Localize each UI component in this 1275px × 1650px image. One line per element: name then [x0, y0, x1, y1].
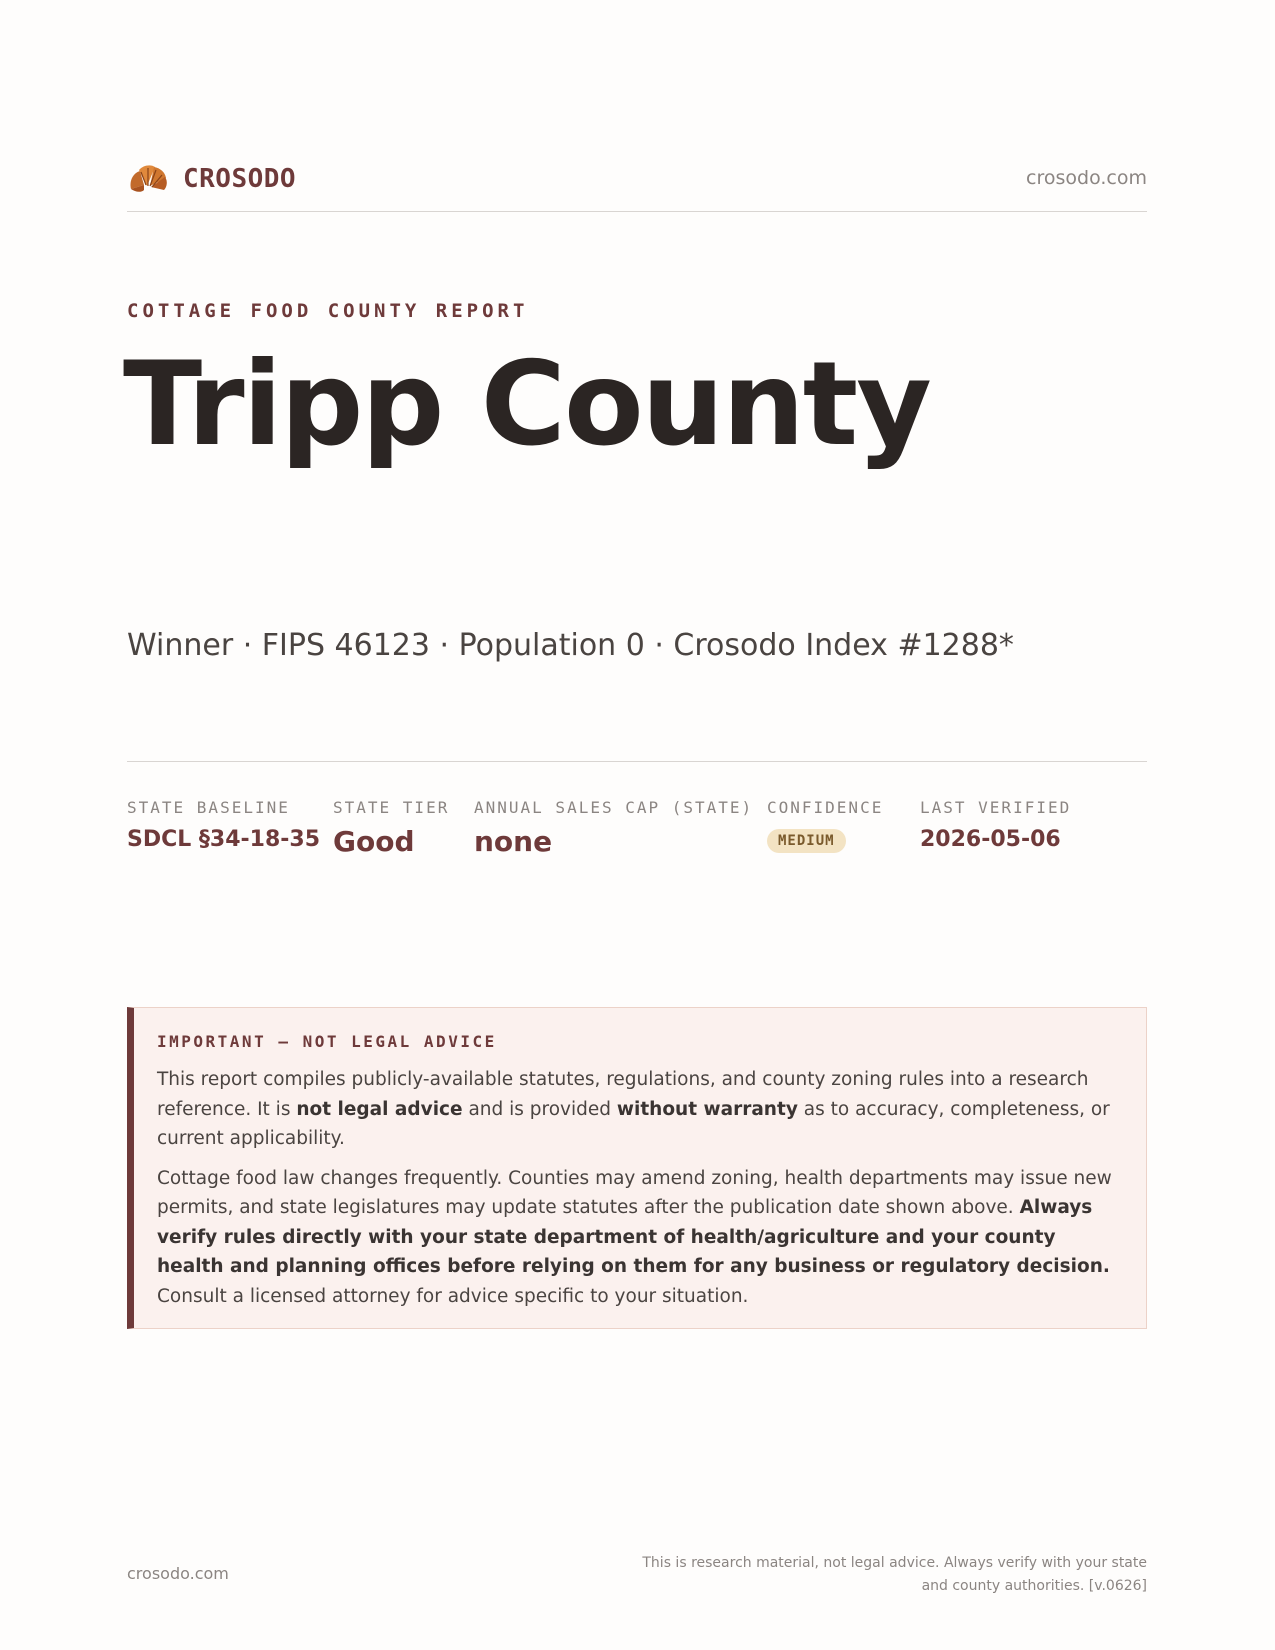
notice-text: Cottage food law changes frequently. Counties may amend zoning, health departments may issue new permits, and state legislatures may update statutes after the publication date shown above. [157, 1167, 1112, 1218]
brand[interactable] [127, 159, 296, 199]
site-link[interactable]: crosodo.com [1026, 167, 1147, 189]
stat-sales-cap [474, 798, 753, 858]
legal-notice [127, 1007, 1147, 1329]
stat-label: ANNUAL SALES CAP (STATE) [474, 798, 754, 817]
page-header [127, 155, 1147, 212]
stat-value: none [474, 825, 553, 858]
footer-disclaimer [627, 1552, 1147, 1598]
stat-label: STATE TIER [333, 798, 450, 817]
stat-state-tier [333, 798, 449, 858]
stat-value: Good [333, 825, 415, 858]
stat-label: STATE BASELINE [127, 798, 290, 817]
croissant-icon [127, 159, 169, 199]
county-subtitle: Winner · FIPS 46123 · Population 0 · Crosodo Index #1288* [127, 628, 1014, 663]
stats-row [127, 761, 1147, 862]
notice-emphasis: not legal advice [296, 1098, 463, 1120]
stat-last-verified [920, 798, 1071, 852]
stat-value: SDCL §34-18-35 [127, 827, 321, 852]
page-title: Tripp County [123, 337, 930, 472]
stat-label: LAST VERIFIED [920, 798, 1072, 817]
stat-state-baseline [127, 798, 320, 852]
report-eyebrow: COTTAGE FOOD COUNTY REPORT [127, 300, 529, 322]
notice-emphasis: without warranty [616, 1098, 798, 1120]
notice-paragraph-2 [157, 1164, 1120, 1312]
stat-value: 2026-05-06 [920, 827, 1061, 852]
notice-text: and is provided [462, 1098, 617, 1120]
footer-disclaimer-line: and county authorities. [v.0626] [921, 1578, 1147, 1594]
footer-disclaimer-line: This is research material, not legal advice. Always verify with your state [642, 1555, 1147, 1571]
footer-site-link[interactable]: crosodo.com [127, 1564, 229, 1583]
confidence-badge: MEDIUM [767, 829, 846, 853]
notice-text: Consult a licensed attorney for advice specific to your situation. [157, 1285, 749, 1307]
stat-confidence [767, 798, 883, 853]
notice-text: as to accuracy, completeness, or current applicability. [157, 1098, 1110, 1149]
notice-paragraph-1 [157, 1065, 1120, 1154]
brand-name: CROSODO [183, 164, 297, 194]
report-page [123, 0, 1147, 1650]
stat-label: CONFIDENCE [767, 798, 884, 817]
notice-text: This report compiles publicly-available statutes, regulations, and county zoning rules into a research reference. It is [157, 1069, 1089, 1120]
notice-heading: IMPORTANT — NOT LEGAL ADVICE [157, 1032, 497, 1051]
notice-emphasis: Always verify rules directly with your state department of health/agriculture and your county health and planning offices before relying on them for any business or regulatory decision. [157, 1197, 1110, 1277]
